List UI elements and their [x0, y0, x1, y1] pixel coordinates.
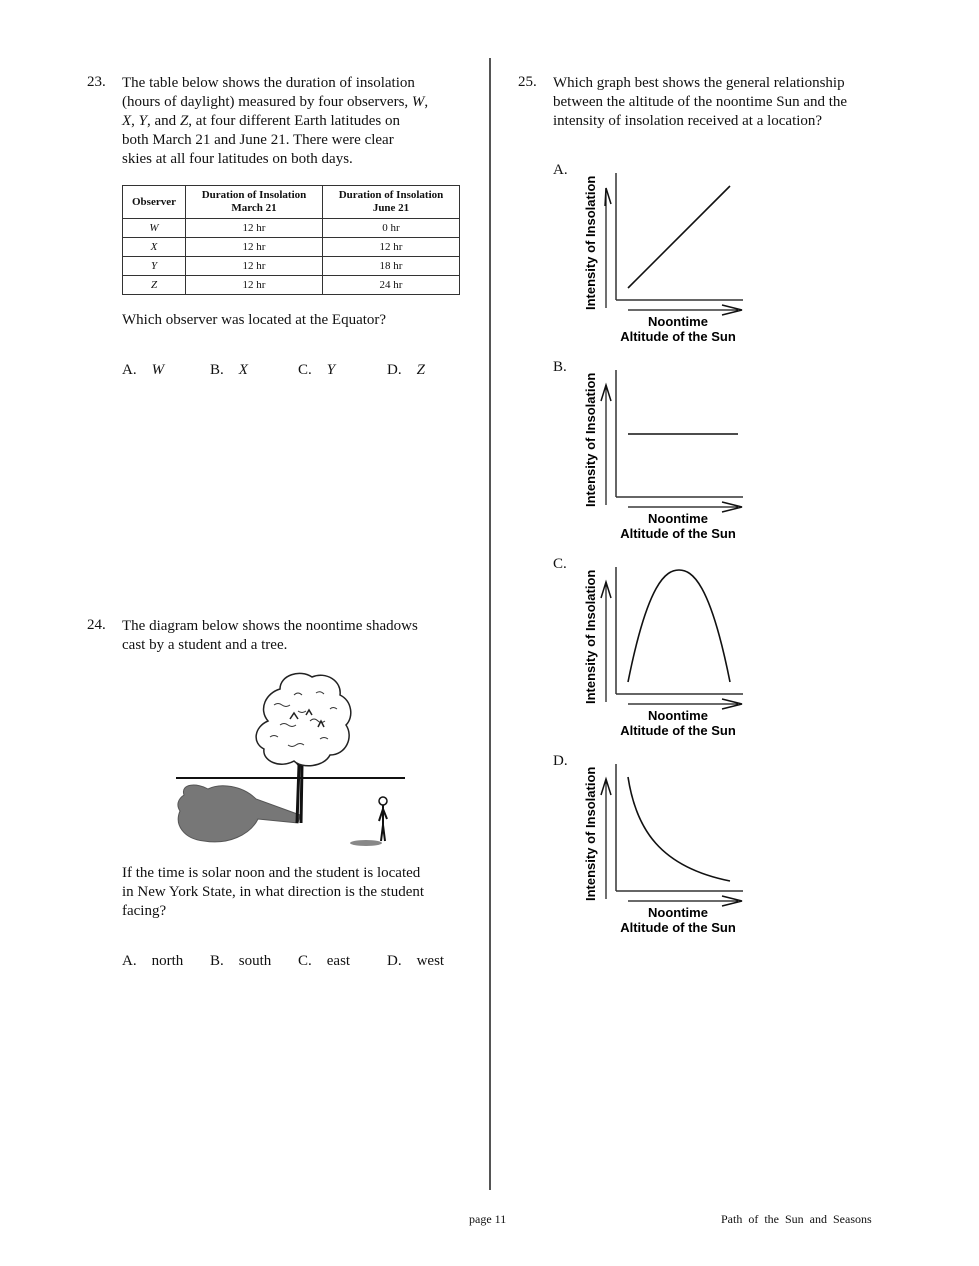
q24-question-line1: If the time is solar noon and the student is located	[122, 865, 421, 881]
table-cell: 0 hr	[323, 219, 460, 238]
student-figure	[379, 797, 387, 841]
table-cell: 12 hr	[323, 238, 460, 257]
graph-d-curve	[628, 777, 730, 881]
table-cell: W	[123, 219, 186, 238]
q25-number: 25.	[518, 74, 537, 90]
table-row	[123, 219, 460, 238]
table-row	[123, 238, 460, 257]
q23-number: 23.	[87, 74, 106, 90]
q24-choice-b[interactable]: B. south	[210, 953, 272, 969]
graph-b-letter[interactable]: B.	[553, 359, 567, 375]
graph-a-x-label-1: Noontime	[648, 314, 708, 329]
q24-question-line3: facing?	[122, 903, 167, 919]
graph-b[interactable]	[578, 355, 753, 545]
q24-number: 24.	[87, 617, 106, 633]
graph-c-x-label-1: Noontime	[648, 708, 708, 723]
q24-choice-a[interactable]: A. north	[122, 953, 184, 969]
table-row	[123, 276, 460, 295]
graph-c-y-label: Intensity of Insolation	[583, 569, 598, 704]
graph-c-letter[interactable]: C.	[553, 556, 567, 572]
q24-choice-c[interactable]: C. east	[298, 953, 351, 969]
q23-choice-a[interactable]: A. W	[122, 362, 165, 378]
student-shadow	[350, 840, 382, 846]
q25-text	[553, 74, 888, 131]
page-number: page 11	[469, 1212, 507, 1226]
graph-c-x-label-2: Altitude of the Sun	[620, 723, 736, 738]
table-cell: 12 hr	[186, 276, 323, 295]
q23-choice-d[interactable]: D. Z	[387, 362, 425, 378]
tree	[256, 673, 351, 823]
table-cell: 18 hr	[323, 257, 460, 276]
shadow-diagram	[170, 665, 410, 855]
q23-question: Which observer was located at the Equator?	[122, 312, 387, 328]
q23-line5: skies at all four latitudes on both days.	[122, 151, 353, 167]
graph-a-x-label-2: Altitude of the Sun	[620, 329, 736, 344]
footer-title: Path of the Sun and Seasons	[721, 1212, 872, 1226]
graph-d-y-label: Intensity of Insolation	[583, 766, 598, 901]
graph-b-x-label-1: Noontime	[648, 511, 708, 526]
q23-text	[122, 74, 462, 169]
table-header-row	[123, 186, 460, 219]
q24-text	[122, 617, 462, 655]
q24-question-line2: in New York State, in what direction is the student	[122, 884, 425, 900]
header-march: Duration of Insolation March 21	[186, 186, 323, 219]
graph-d-letter[interactable]: D.	[553, 753, 568, 769]
graph-b-y-label: Intensity of Insolation	[583, 372, 598, 507]
graph-b-x-label-2: Altitude of the Sun	[620, 526, 736, 541]
q23-choice-c[interactable]: C. Y	[298, 362, 336, 378]
q23-choice-b[interactable]: B. X	[210, 362, 248, 378]
graph-d-x-label-2: Altitude of the Sun	[620, 920, 736, 935]
graph-a-y-label: Intensity of Insolation	[583, 175, 598, 310]
table-cell: 12 hr	[186, 257, 323, 276]
graph-a[interactable]	[578, 158, 753, 348]
graph-a-curve	[628, 186, 730, 288]
q24-question	[122, 864, 462, 921]
q23-line1: The table below shows the duration of insolation	[122, 75, 415, 91]
table-cell: 12 hr	[186, 219, 323, 238]
table-cell: 12 hr	[186, 238, 323, 257]
table-cell: Y	[123, 257, 186, 276]
q25-line3: intensity of insolation received at a location?	[553, 113, 823, 129]
table-cell: 24 hr	[323, 276, 460, 295]
insolation-table	[122, 185, 460, 295]
table-cell: Z	[123, 276, 186, 295]
graph-c[interactable]	[578, 552, 753, 742]
tree-shadow	[178, 785, 300, 842]
graph-c-curve	[628, 570, 730, 682]
q23-line2: (hours of daylight) measured by four observers, W,	[122, 94, 429, 110]
header-observer: Observer	[123, 186, 186, 219]
q24-line2: cast by a student and a tree.	[122, 637, 288, 653]
graph-d[interactable]	[578, 749, 753, 939]
q23-line3: X, Y, and Z, at four different Earth latitudes on	[122, 113, 401, 129]
q23-line4: both March 21 and June 21. There were clear	[122, 132, 394, 148]
q25-line2: between the altitude of the noontime Sun and the	[553, 94, 848, 110]
graph-a-letter[interactable]: A.	[553, 162, 568, 178]
q25-line1: Which graph best shows the general relationship	[553, 75, 845, 91]
q24-choice-d[interactable]: D. west	[387, 953, 445, 969]
q24-line1: The diagram below shows the noontime shadows	[122, 618, 418, 634]
table-row	[123, 257, 460, 276]
header-june: Duration of Insolation June 21	[323, 186, 460, 219]
column-divider	[489, 58, 491, 1190]
graph-d-x-label-1: Noontime	[648, 905, 708, 920]
table-cell: X	[123, 238, 186, 257]
